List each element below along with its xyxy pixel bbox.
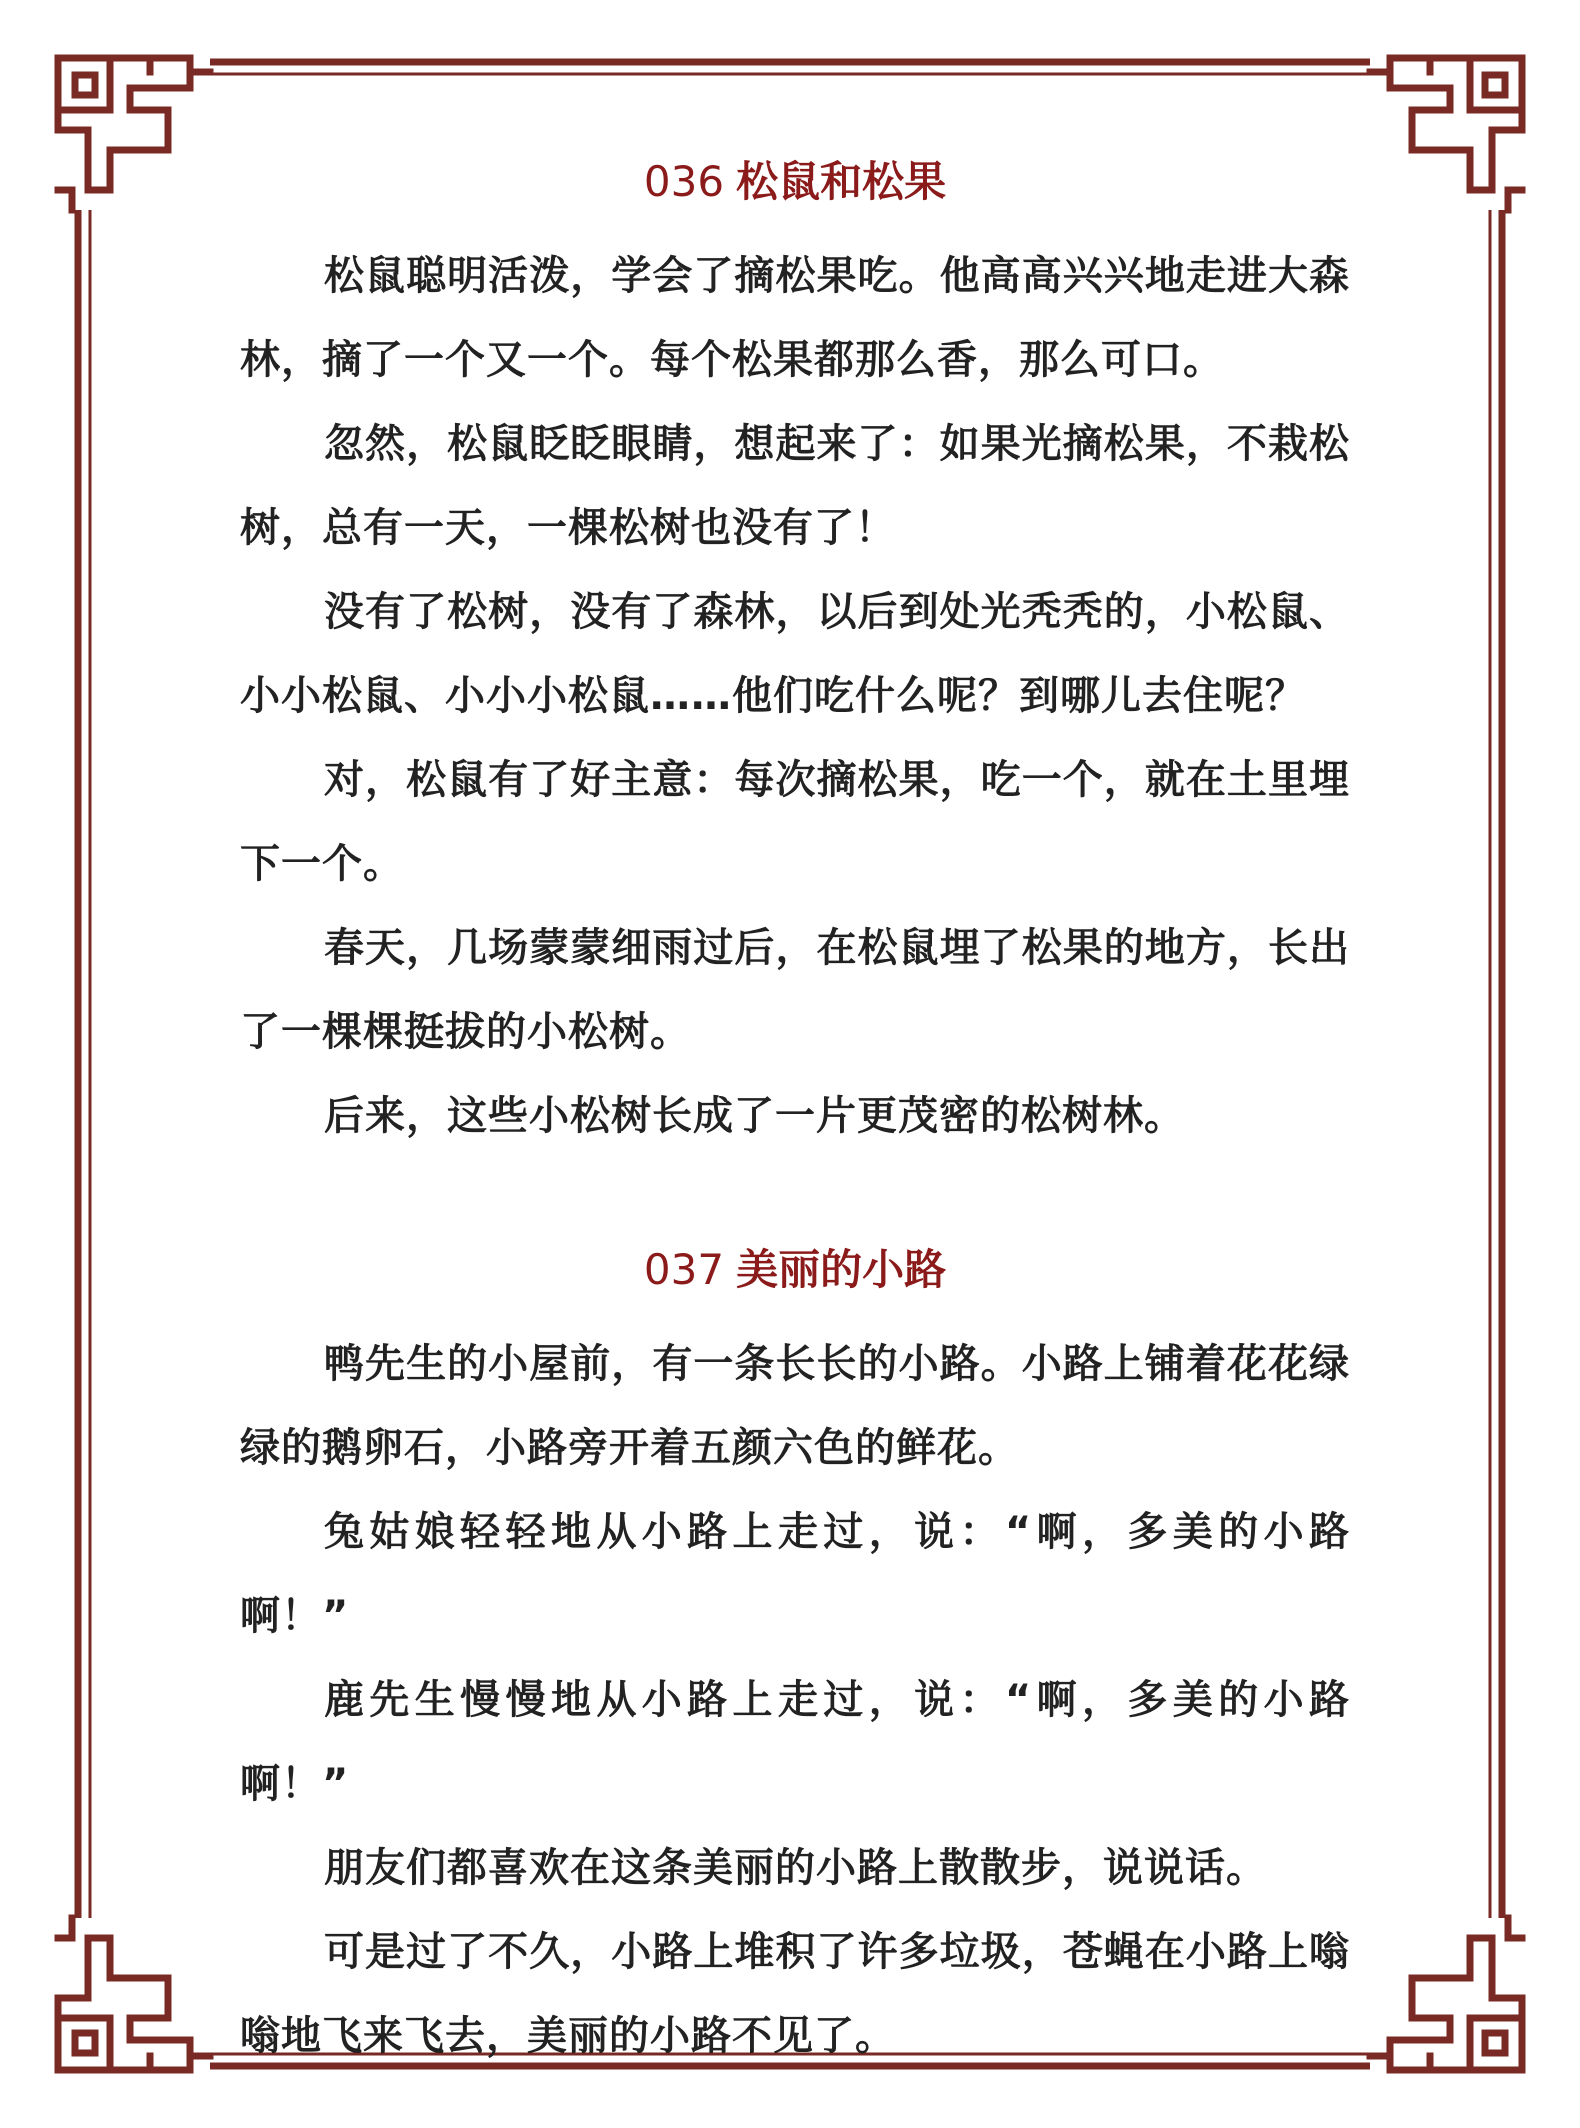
story-paragraph: 春天，几场蒙蒙细雨过后，在松鼠埋了松果的地方，长出了一棵棵挺拔的小松树。 [240, 925, 1350, 1055]
story-paragraph: 没有了松树，没有了森林，以后到处光秃秃的，小松鼠、小小松鼠、小小小松鼠……他们吃什么呢？到哪儿去住呢？ [240, 589, 1350, 719]
story-paragraph: 后来，这些小松树长成了一片更茂密的松树林。 [324, 1093, 1185, 1139]
story-paragraph: 可是过了不久，小路上堆积了许多垃圾，苍蝇在小路上嗡嗡地飞来飞去，美丽的小路不见了。 [240, 1929, 1350, 2059]
story-paragraph: 鹿先生慢慢地从小路上走过，说：“啊，多美的小路啊！” [240, 1677, 1350, 1807]
story-title [240, 150, 1350, 214]
corner-ornament-top-left [58, 58, 210, 210]
story-title [240, 1238, 1350, 1302]
corner-ornament-bottom-left [58, 1918, 210, 2070]
story-paragraph: 松鼠聪明活泼，学会了摘松果吃。他高高兴兴地走进大森林，摘了一个又一个。每个松果都那么香，那么可口。 [240, 253, 1350, 383]
story-paragraph: 朋友们都喜欢在这条美丽的小路上散散步，说说话。 [324, 1845, 1267, 1891]
story-paragraph: 兔姑娘轻轻地从小路上走过，说：“啊，多美的小路啊！” [240, 1509, 1350, 1639]
corner-ornament-bottom-right [1370, 1918, 1522, 2070]
story-title-text: 美丽的小路 [736, 1245, 947, 1294]
corner-ornament-top-right [1370, 58, 1522, 210]
story-paragraph: 对，松鼠有了好主意：每次摘松果，吃一个，就在土里埋下一个。 [240, 757, 1350, 887]
story-number: 036 [643, 157, 725, 206]
story-separator [240, 1158, 1350, 1238]
story-paragraph: 鸭先生的小屋前，有一条长长的小路。小路上铺着花花绿绿的鹅卵石，小路旁开着五颜六色的鲜花。 [240, 1341, 1350, 1471]
story-number: 037 [643, 1245, 725, 1294]
story-037 [240, 1238, 1350, 2078]
story-title-text: 松鼠和松果 [736, 157, 947, 206]
story-036 [240, 150, 1350, 1158]
story-paragraph: 忽然，松鼠眨眨眼睛，想起来了：如果光摘松果，不栽松树，总有一天，一棵松树也没有了！ [240, 421, 1350, 551]
page-content [240, 150, 1350, 2078]
